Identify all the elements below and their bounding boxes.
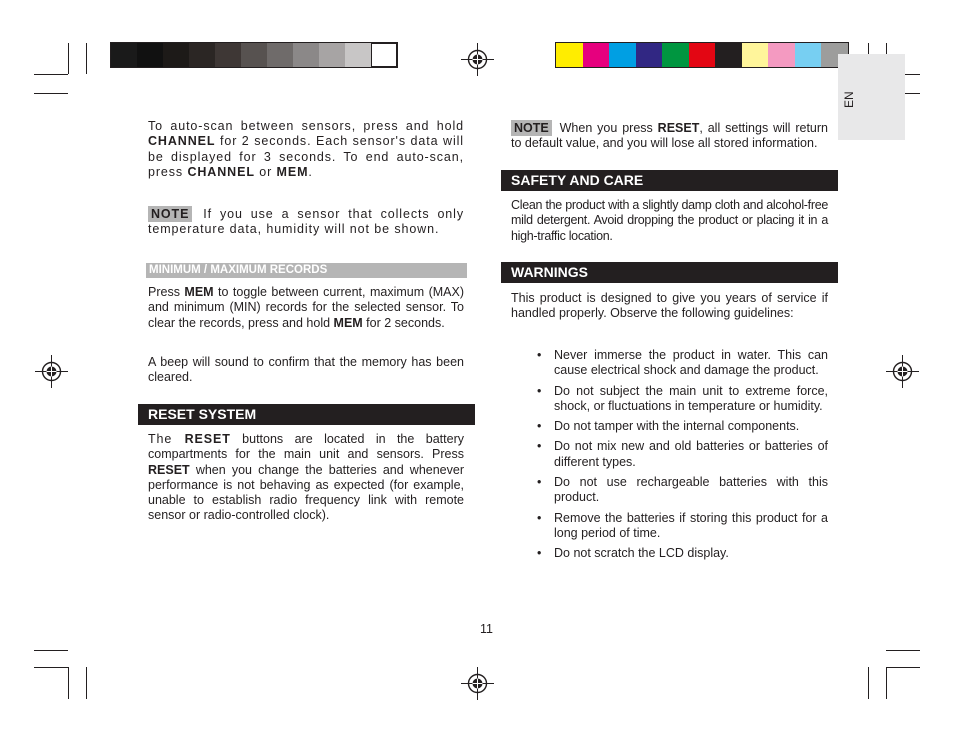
warning-item — [512, 439, 828, 470]
note-badge: NOTE — [511, 120, 552, 136]
warning-item — [512, 348, 828, 379]
crop-mark-bl-v — [68, 667, 69, 699]
bullet-icon: • — [537, 546, 542, 561]
warnings-list — [512, 348, 828, 567]
bullet-icon: • — [537, 510, 542, 525]
warnings-intro: This product is designed to give you years of service if handled properly. Observe the following guidelines: — [511, 291, 828, 321]
reset-keyword: RESET — [148, 462, 190, 477]
warning-item — [512, 546, 828, 561]
bullet-icon: • — [537, 348, 542, 362]
registration-mark-bottom-icon — [461, 667, 494, 700]
page-number: 11 — [480, 622, 493, 636]
beep-paragraph: A beep will sound to confirm that the memory has been cleared. — [148, 355, 464, 385]
color-bar-outline — [555, 42, 849, 68]
warning-text: Do not subject the main unit to extreme force, shock, or fluctuations in temperature or humidity. — [554, 383, 828, 413]
gray-bar-outline — [110, 42, 398, 68]
note-reset: NOTE When you press RESET, all settings will return to default value, and you will lose all stored information. — [511, 121, 828, 151]
warning-text: Do not mix new and old batteries or batteries of different types. — [554, 439, 828, 469]
crop-mark-br-h2 — [886, 667, 920, 668]
crop-mark-tl-v — [68, 43, 69, 74]
crop-mark-bl-h2 — [34, 667, 68, 668]
crop-mark-tl-h — [34, 74, 68, 75]
autoscan-paragraph: To auto-scan between sensors, press and hold CHANNEL for 2 seconds. Each sensor's data will be displayed for 3 seconds. To end auto-scan, press CHANNEL or MEM. — [148, 119, 464, 179]
registration-mark-left-icon — [35, 355, 68, 388]
minmax-heading: MINIMUM / MAXIMUM RECORDS — [146, 263, 467, 278]
bullet-icon: • — [537, 383, 542, 398]
bullet-icon: • — [537, 419, 542, 434]
crop-mark-br-v — [886, 667, 887, 699]
minmax-paragraph: Press MEM to toggle between current, maximum (MAX) and minimum (MIN) records for the selected sensor. To clear the records, press and hold MEM for 2 seconds. — [148, 285, 464, 330]
warning-item — [512, 511, 828, 542]
crop-mark-br-v2 — [868, 667, 869, 699]
safety-paragraph: Clean the product with a slightly damp cloth and alcohol-free mild detergent. Avoid dropping the product or placing it in a high-traffic location. — [511, 198, 828, 243]
warning-item — [512, 419, 828, 434]
language-tab-label: EN — [842, 91, 856, 108]
reset-keyword: RESET — [657, 121, 700, 135]
bullet-icon: • — [537, 439, 542, 454]
crop-mark-bl-v2 — [86, 667, 87, 699]
reset-keyword: RESET — [184, 432, 231, 446]
warning-text: Do not tamper with the internal components. — [554, 419, 800, 434]
reset-system-heading: RESET SYSTEM — [138, 404, 475, 425]
warning-item — [512, 384, 828, 415]
warning-text: Do not use rechargeable batteries with this product. — [554, 475, 828, 505]
warning-text: Remove the batteries if storing this product for a long period of time. — [554, 510, 828, 540]
warning-text: Do not scratch the LCD display. — [554, 546, 729, 561]
mem-keyword: MEM — [184, 285, 214, 299]
channel-keyword: CHANNEL — [187, 164, 255, 179]
registration-mark-right-icon — [886, 355, 919, 388]
crop-mark-br-h — [886, 650, 920, 651]
crop-mark-tl-v2 — [86, 43, 87, 74]
note-badge: NOTE — [148, 206, 192, 222]
safety-and-care-heading: SAFETY AND CARE — [501, 170, 838, 191]
crop-mark-bl-h — [34, 650, 68, 651]
note-sensor: NOTE If you use a sensor that collects only temperature data, humidity will not be shown. — [148, 207, 464, 237]
channel-keyword: CHANNEL — [148, 134, 216, 149]
warning-text: Never immerse the product in water. This can cause electrical shock and damage the product. — [554, 348, 828, 378]
mem-keyword: MEM — [333, 315, 363, 330]
warning-item — [512, 475, 828, 506]
crop-mark-tl-h2 — [34, 93, 68, 94]
bullet-icon: • — [537, 475, 542, 490]
registration-mark-top-icon — [461, 43, 494, 76]
reset-paragraph: The RESET buttons are located in the battery compartments for the main unit and sensors. Press RESET when you change the batteries and whenever performance is not behaving as expected (for example, unable to establish radio frequency link with remote sensor or radio-controlled clock). — [148, 432, 464, 523]
warnings-heading: WARNINGS — [501, 262, 838, 283]
mem-keyword: MEM — [276, 164, 309, 179]
